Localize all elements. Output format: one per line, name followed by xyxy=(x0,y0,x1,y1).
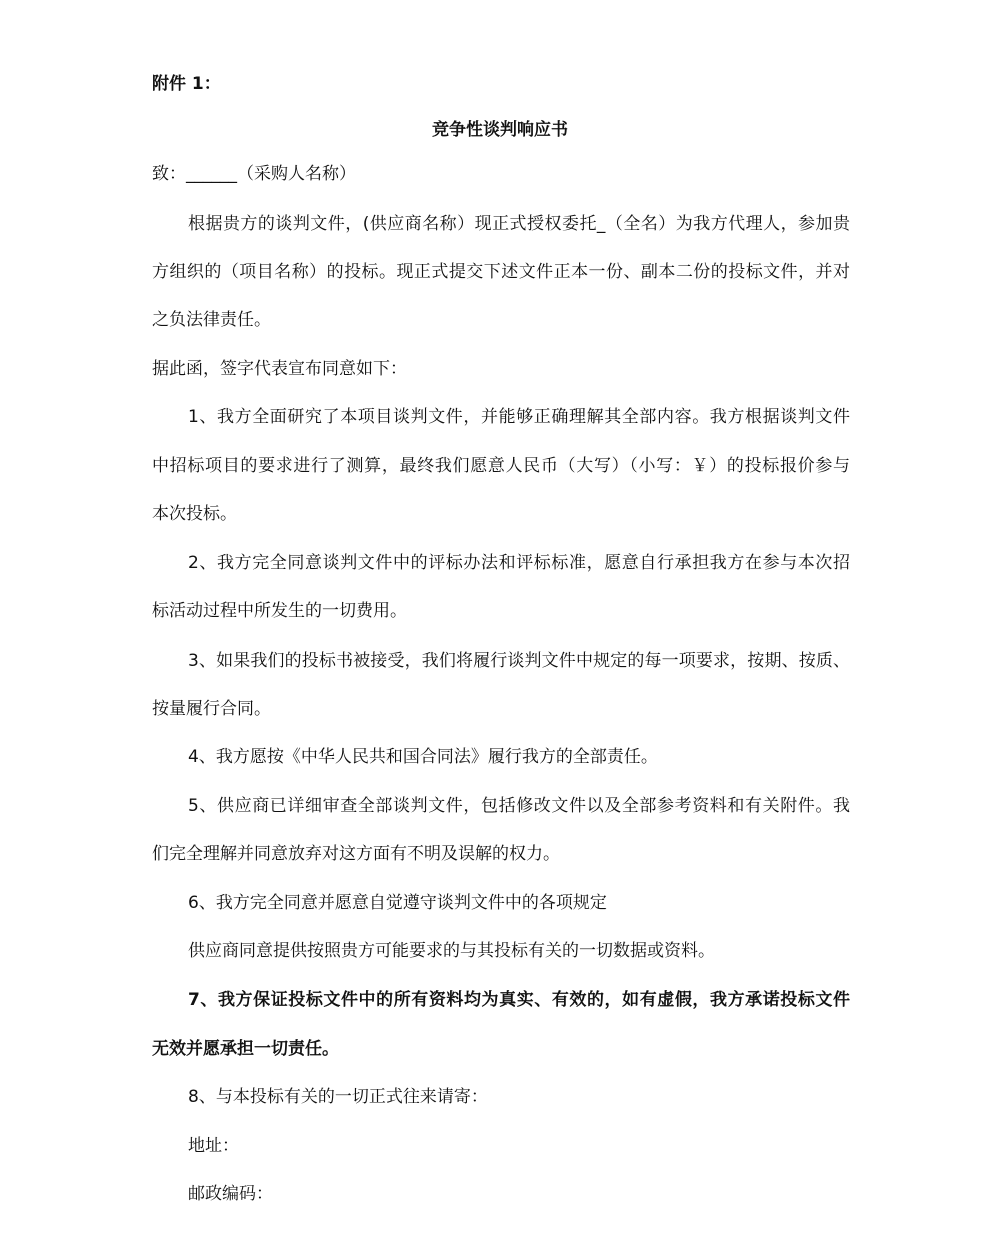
item3-line-2: 按量履行合同。 xyxy=(152,699,271,719)
declaration-intro: 据此函，签字代表宣布同意如下： xyxy=(152,359,407,379)
item4-line: 4、我方愿按《中华人民共和国合同法》履行我方的全部责任。 xyxy=(188,747,658,767)
attachment-label: 附件 1： xyxy=(152,74,221,94)
item2-line-2: 标活动过程中所发生的一切费用。 xyxy=(152,601,407,621)
item5-line-2: 们完全理解并同意放弃对这方面有不明及误解的权力。 xyxy=(152,844,560,864)
item1-line-1: 1、我方全面研究了本项目谈判文件，并能够正确理解其全部内容。我方根据谈判文件 xyxy=(188,407,850,427)
postcode-label: 邮政编码： xyxy=(188,1184,273,1204)
intro-line-2: 方组织的（项目名称）的投标。现正式提交下述文件正本一份、副本二份的投标文件，并对 xyxy=(152,262,850,282)
item5-line-1: 5、供应商已详细审查全部谈判文件，包括修改文件以及全部参考资料和有关附件。我 xyxy=(188,796,850,816)
item7-line-2: 无效并愿承担一切责任。 xyxy=(152,1039,339,1059)
item6-extra-line: 供应商同意提供按照贵方可能要求的与其投标有关的一切数据或资料。 xyxy=(188,941,715,961)
item7-line-1: 7、我方保证投标文件中的所有资料均为真实、有效的，如有虚假，我方承诺投标文件 xyxy=(188,990,850,1010)
item1-line-3: 本次投标。 xyxy=(152,504,237,524)
item1-line-2: 中招标项目的要求进行了测算，最终我们愿意人民币（大写）（小写：￥）的投标报价参与 xyxy=(152,456,850,476)
address-label: 地址： xyxy=(188,1136,239,1156)
item3-line-1: 3、如果我们的投标书被接受，我们将履行谈判文件中规定的每一项要求，按期、按质、 xyxy=(188,651,850,671)
intro-line-3: 之负法律责任。 xyxy=(152,310,271,330)
item2-line-1: 2、我方完全同意谈判文件中的评标办法和评标标准，愿意自行承担我方在参与本次招 xyxy=(188,553,850,573)
item6-line: 6、我方完全同意并愿意自觉遵守谈判文件中的各项规定 xyxy=(188,893,607,913)
recipient-line: 致：______（采购人名称） xyxy=(152,164,356,184)
intro-line-1: 根据贵方的谈判文件，(供应商名称）现正式授权委托_（全名）为我方代理人，参加贵 xyxy=(188,214,850,234)
document-title: 竞争性谈判响应书 xyxy=(432,120,568,140)
item8-line: 8、与本投标有关的一切正式往来请寄： xyxy=(188,1087,488,1107)
